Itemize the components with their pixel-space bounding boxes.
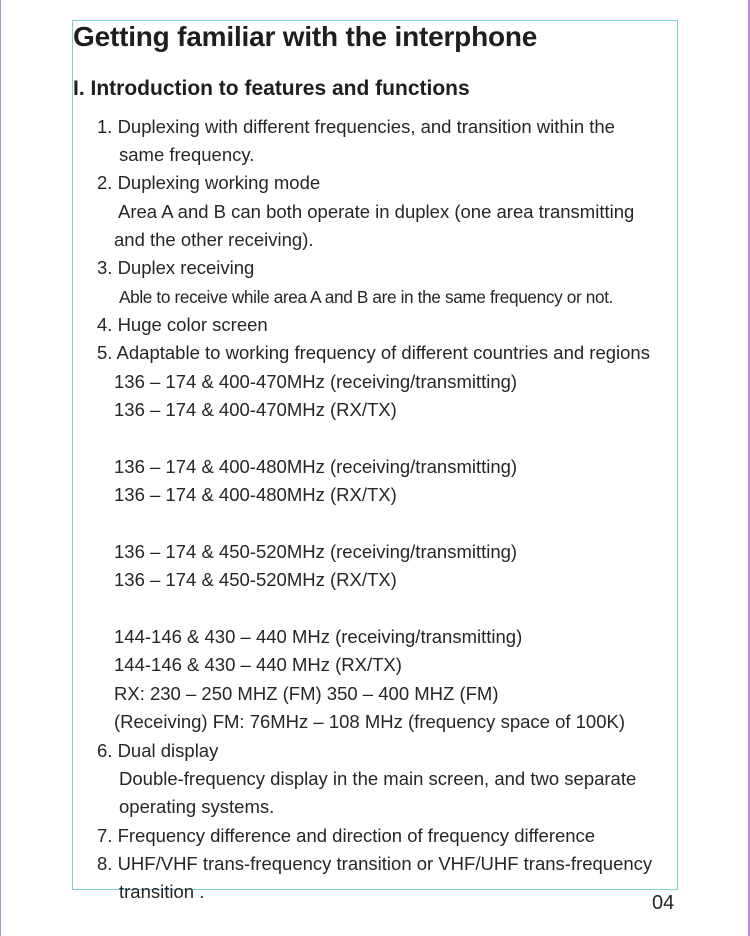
list-item-6-detail-cont: operating systems. <box>119 796 275 817</box>
frequency-line: 136 – 174 & 400-470MHz (RX/TX) <box>114 399 397 420</box>
list-item-2-detail: Area A and B can both operate in duplex (one area transmitting <box>118 201 635 222</box>
list-item-7: 7. Frequency difference and direction of frequency difference <box>97 825 596 846</box>
section-heading: I. Introduction to features and functions <box>73 77 470 100</box>
list-item-6-detail: Double-frequency display in the main screen, and two separate <box>119 768 637 789</box>
frequency-line: RX: 230 – 250 MHZ (FM) 350 – 400 MHZ (FM) <box>114 683 499 704</box>
frequency-line: 136 – 174 & 400-480MHz (receiving/transmitting) <box>114 456 518 477</box>
frequency-line: 136 – 174 & 400-480MHz (RX/TX) <box>114 484 397 505</box>
list-item-2-detail-cont: and the other receiving). <box>114 229 314 250</box>
frequency-line: 144-146 & 430 – 440 MHz (RX/TX) <box>114 654 402 675</box>
frequency-line: 136 – 174 & 450-520MHz (RX/TX) <box>114 569 397 590</box>
frequency-line: (Receiving) FM: 76MHz – 108 MHz (frequency space of 100K) <box>114 711 626 732</box>
frequency-line: 136 – 174 & 450-520MHz (receiving/transmitting) <box>114 541 518 562</box>
list-item-8-cont: transition . <box>119 881 205 902</box>
frequency-line: 136 – 174 & 400-470MHz (receiving/transmitting) <box>114 371 518 392</box>
list-item-8: 8. UHF/VHF trans-frequency transition or VHF/UHF trans-frequency <box>97 853 653 874</box>
list-item-3-detail: Able to receive while area A and B are in the same frequency or not. <box>119 287 614 307</box>
list-item-2: 2. Duplexing working mode <box>97 172 321 193</box>
list-item-3: 3. Duplex receiving <box>97 257 255 278</box>
list-item-1-cont: same frequency. <box>119 144 255 165</box>
page-title: Getting familiar with the interphone <box>73 21 538 52</box>
list-item-1: 1. Duplexing with different frequencies, and transition within the <box>97 116 615 137</box>
page-number: 04 <box>652 892 675 914</box>
page-edge-left <box>0 0 1 936</box>
list-item-6: 6. Dual display <box>97 740 219 761</box>
list-item-5: 5. Adaptable to working frequency of different countries and regions <box>97 342 650 363</box>
frequency-line: 144-146 & 430 – 440 MHz (receiving/transmitting) <box>114 626 523 647</box>
list-item-4: 4. Huge color screen <box>97 314 268 335</box>
